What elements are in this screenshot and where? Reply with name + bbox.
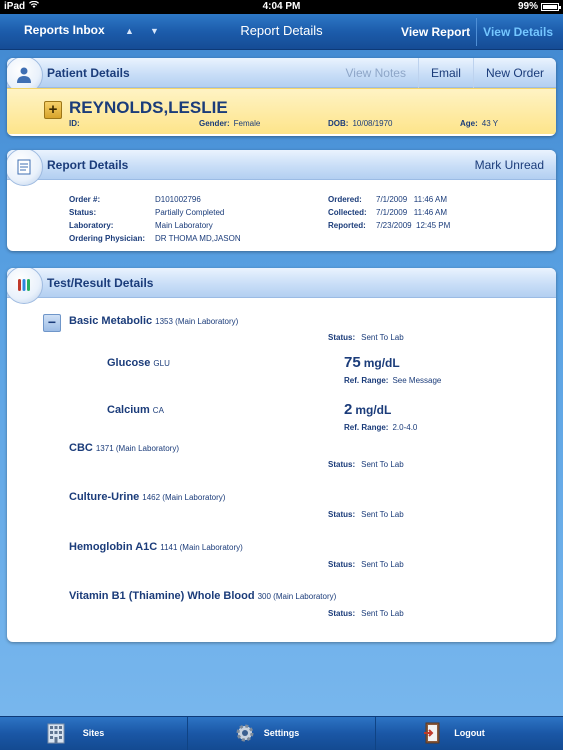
patient-dob xyxy=(328,119,393,128)
ref-range-label: Ref. Range: xyxy=(344,423,389,432)
ref-range-value: 2.0-4.0 xyxy=(392,423,418,432)
status-label: Status: xyxy=(328,560,356,569)
test-name-cbc[interactable] xyxy=(69,442,179,454)
logout-button[interactable] xyxy=(375,717,563,750)
patient-age-label: Age: xyxy=(460,119,478,128)
result-title: Calcium xyxy=(107,404,150,416)
patient-id xyxy=(69,119,84,128)
ordered-label: Ordered: xyxy=(328,195,362,204)
status-label: Status: xyxy=(328,333,356,342)
test-name-culture-urine[interactable] xyxy=(69,491,225,503)
test-subtitle: 1462 (Main Laboratory) xyxy=(142,493,226,502)
test-subtitle: 1141 (Main Laboratory) xyxy=(160,543,243,552)
test-title: Culture-Urine xyxy=(69,491,140,503)
test-name-vitamin-b1[interactable] xyxy=(69,590,336,602)
patient-gender xyxy=(199,119,260,128)
patient-dob-value: 10/08/1970 xyxy=(352,119,393,128)
test-result-title: Test/Result Details xyxy=(47,276,154,290)
result-code: CA xyxy=(152,406,164,415)
test-subtitle: 300 (Main Laboratory) xyxy=(257,592,337,601)
bottom-toolbar xyxy=(0,716,563,750)
status-value: Sent To Lab xyxy=(361,609,404,618)
test-status-vitamin-b1 xyxy=(328,609,404,618)
result-unit: mg/dL xyxy=(363,356,400,370)
status-label: Status: xyxy=(328,609,356,618)
expand-patient-button[interactable]: + xyxy=(44,101,62,119)
view-segmented-control xyxy=(395,18,559,46)
patient-actions xyxy=(333,58,556,88)
ordering-physician-value: DR THOMA MD,JASON xyxy=(155,234,241,243)
result-value: 2 xyxy=(344,401,353,418)
order-number-label: Order #: xyxy=(69,195,101,204)
mark-unread-button[interactable]: Mark Unread xyxy=(474,158,544,172)
battery-fill xyxy=(543,5,557,9)
email-button[interactable]: Email xyxy=(418,58,473,88)
test-result-header xyxy=(7,268,556,298)
view-notes-button[interactable]: View Notes xyxy=(345,66,406,80)
collapse-basic-metabolic-button[interactable]: − xyxy=(43,314,61,332)
up-arrow-icon[interactable]: ▲ xyxy=(125,26,134,36)
report-details-panel xyxy=(7,150,556,251)
ref-range-label: Ref. Range: xyxy=(344,376,389,385)
status-time: 4:04 PM xyxy=(262,1,301,12)
collected-value: 7/1/2009 11:46 AM xyxy=(376,208,448,217)
battery-icon xyxy=(541,3,559,11)
reported-label: Reported: xyxy=(328,221,366,230)
patient-age-value: 43 Y xyxy=(481,119,499,128)
result-code: GLU xyxy=(153,359,170,368)
patient-summary xyxy=(7,88,556,134)
patient-details-panel xyxy=(7,58,556,136)
report-details-title: Report Details xyxy=(47,158,129,172)
patient-gender-label: Gender: xyxy=(199,119,230,128)
collected-label: Collected: xyxy=(328,208,367,217)
test-title: CBC xyxy=(69,442,93,454)
laboratory-value: Main Laboratory xyxy=(155,221,213,230)
status-value: Partially Completed xyxy=(155,208,225,217)
view-report-tab[interactable]: View Report xyxy=(401,25,471,39)
status-value: Sent To Lab xyxy=(361,333,404,342)
result-unit: mg/dL xyxy=(355,403,392,417)
settings-label: Settings xyxy=(263,728,300,738)
report-actions xyxy=(463,150,556,180)
test-status-hemoglobin-a1c xyxy=(328,560,404,569)
ref-range-glucose xyxy=(344,376,441,385)
status-value: Sent To Lab xyxy=(361,510,404,519)
result-name-glucose[interactable] xyxy=(107,357,170,369)
status-value: Sent To Lab xyxy=(361,460,404,469)
test-subtitle: 1353 (Main Laboratory) xyxy=(155,317,239,326)
report-details-body xyxy=(7,180,556,250)
result-value-glucose xyxy=(344,354,400,371)
status-right xyxy=(518,1,559,12)
status-label: Status: xyxy=(328,510,356,519)
ordered-value: 7/1/2009 11:46 AM xyxy=(376,195,448,204)
test-name-hemoglobin-a1c[interactable] xyxy=(69,541,243,553)
patient-details-title: Patient Details xyxy=(47,66,130,80)
ref-range-calcium xyxy=(344,423,417,432)
test-tubes-icon xyxy=(7,268,43,304)
ordering-physician-label: Ordering Physician: xyxy=(69,234,146,243)
reports-inbox-button[interactable]: Reports Inbox xyxy=(24,23,105,37)
result-name-calcium[interactable] xyxy=(107,404,164,416)
result-value: 75 xyxy=(344,354,361,371)
status-bar xyxy=(0,0,563,14)
test-status-cbc xyxy=(328,460,404,469)
patient-dob-label: DOB: xyxy=(328,119,349,128)
sites-button[interactable] xyxy=(0,717,187,750)
test-subtitle: 1371 (Main Laboratory) xyxy=(95,444,179,453)
new-order-button[interactable]: New Order xyxy=(473,58,556,88)
result-value-calcium xyxy=(344,401,391,418)
battery-percent: 99% xyxy=(517,1,538,12)
test-title: Vitamin B1 (Thiamine) Whole Blood xyxy=(69,590,255,602)
test-name-basic-metabolic[interactable] xyxy=(69,315,238,327)
settings-button[interactable] xyxy=(187,717,375,750)
patient-age xyxy=(460,119,498,128)
test-result-panel xyxy=(7,268,556,642)
reported-value: 7/23/2009 12:45 PM xyxy=(376,221,451,230)
patient-gender-value: Female xyxy=(233,119,261,128)
patient-details-header xyxy=(7,58,556,88)
navigation-bar xyxy=(0,14,563,50)
test-status-culture-urine xyxy=(328,510,404,519)
sites-label: Sites xyxy=(82,728,105,738)
laboratory-label: Laboratory: xyxy=(69,221,114,230)
status-label: Status: xyxy=(69,208,97,217)
logout-label: Logout xyxy=(454,728,485,738)
view-details-tab[interactable]: View Details xyxy=(476,18,559,46)
device-name: iPad xyxy=(4,1,26,12)
patient-name: REYNOLDS,LESLIE xyxy=(69,98,228,117)
page-title: Report Details xyxy=(240,23,323,38)
status-label: Status: xyxy=(328,460,356,469)
result-title: Glucose xyxy=(107,357,151,369)
test-title: Hemoglobin A1C xyxy=(69,541,158,553)
order-number-value: D101002796 xyxy=(155,195,201,204)
down-arrow-icon[interactable]: ▼ xyxy=(150,26,159,36)
test-title: Basic Metabolic xyxy=(69,315,153,327)
patient-id-label: ID: xyxy=(69,119,80,128)
report-details-header xyxy=(7,150,556,180)
ref-range-value: See Message xyxy=(392,376,442,385)
status-value: Sent To Lab xyxy=(361,560,404,569)
test-status-basic-metabolic xyxy=(328,333,404,342)
